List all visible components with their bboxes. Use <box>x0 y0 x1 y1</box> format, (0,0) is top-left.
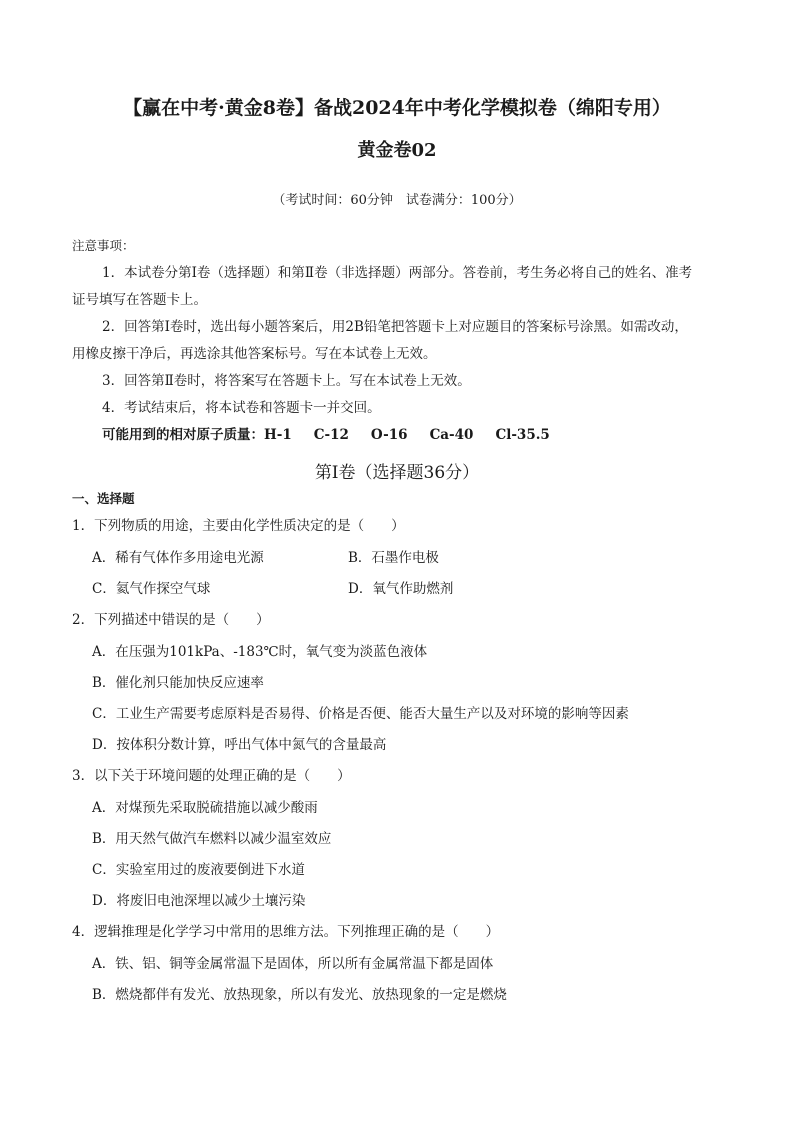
question-2-option-c: C．工业生产需要考虑原料是否易得、价格是否便、能否大量生产以及对环境的影响等因素 <box>92 706 629 722</box>
question-1-option-d: D．氧气作助燃剂 <box>348 581 454 597</box>
atomic-mass-c: C-12 <box>313 427 349 443</box>
atomic-mass-o: O-16 <box>370 427 408 443</box>
question-4-option-a: A．铁、铝、铜等金属常温下是固体，所以所有金属常温下都是固体 <box>92 956 494 972</box>
exam-subtitle: 黄金卷02 <box>357 140 437 161</box>
question-1-stem: 1．下列物质的用途，主要由化学性质决定的是（ ） <box>72 518 405 534</box>
notice-item-2-line-2: 用橡皮擦干净后，再选涂其他答案标号。写在本试卷上无效。 <box>72 346 437 362</box>
question-3-stem: 3．以下关于环境问题的处理正确的是（ ） <box>72 768 351 784</box>
question-4-option-b: B．燃烧都伴有发光、放热现象，所以有发光、放热现象的一定是燃烧 <box>92 987 507 1003</box>
atomic-mass-cl: Cl-35.5 <box>495 427 550 443</box>
notice-item-3: 3．回答第Ⅱ卷时，将答案写在答题卡上。写在本试卷上无效。 <box>102 373 471 389</box>
question-3-option-a: A．对煤预先采取脱硫措施以减少酸雨 <box>92 800 318 816</box>
notice-item-4: 4．考试结束后，将本试卷和答题卡一并交回。 <box>102 400 381 416</box>
notice-item-1-line-1: 1．本试卷分第Ⅰ卷（选择题）和第Ⅱ卷（非选择题）两部分。答卷前，考生务必将自己的姓名、准考 <box>102 265 693 281</box>
question-1-option-a: A．稀有气体作多用途电光源 <box>92 550 264 566</box>
question-2-option-a: A．在压强为101kPa、-183℃时，氧气变为淡蓝色液体 <box>92 644 428 660</box>
notice-heading: 注意事项： <box>72 238 135 253</box>
exam-title: 【赢在中考·黄金8卷】备战2024年中考化学模拟卷（绵阳专用） <box>123 97 671 119</box>
question-3-option-b: B．用天然气做汽车燃料以减少温室效应 <box>92 831 332 847</box>
question-4-stem: 4．逻辑推理是化学学习中常用的思维方法。下列推理正确的是（ ） <box>72 924 500 940</box>
atomic-mass-label: 可能用到的相对原子质量： <box>102 427 264 443</box>
question-3-option-c: C．实验室用过的废液要倒进下水道 <box>92 862 305 878</box>
atomic-mass-ca: Ca-40 <box>429 427 474 443</box>
atomic-mass-line <box>102 425 572 445</box>
notice-item-2-line-1: 2．回答第Ⅰ卷时，选出每小题答案后，用2B铅笔把答题卡上对应题目的答案标号涂黑。如需改动， <box>102 319 688 335</box>
question-2-option-b: B．催化剂只能加快反应速率 <box>92 675 264 691</box>
question-1-option-c: C．氦气作探空气球 <box>92 581 211 597</box>
exam-info: （考试时间：60分钟 试卷满分：100分） <box>272 193 522 208</box>
question-2-stem: 2．下列描述中错误的是（ ） <box>72 612 270 628</box>
question-1-option-b: B．石墨作电极 <box>348 550 439 566</box>
question-2-option-d: D．按体积分数计算，呼出气体中氮气的含量最高 <box>92 737 387 753</box>
question-3-option-d: D．将废旧电池深埋以减少土壤污染 <box>92 893 306 909</box>
section-title: 第Ⅰ卷（选择题36分） <box>314 463 480 483</box>
atomic-mass-h: H-1 <box>264 427 292 443</box>
part-heading: 一、选择题 <box>72 491 135 506</box>
notice-item-1-line-2: 证号填写在答题卡上。 <box>72 292 207 308</box>
